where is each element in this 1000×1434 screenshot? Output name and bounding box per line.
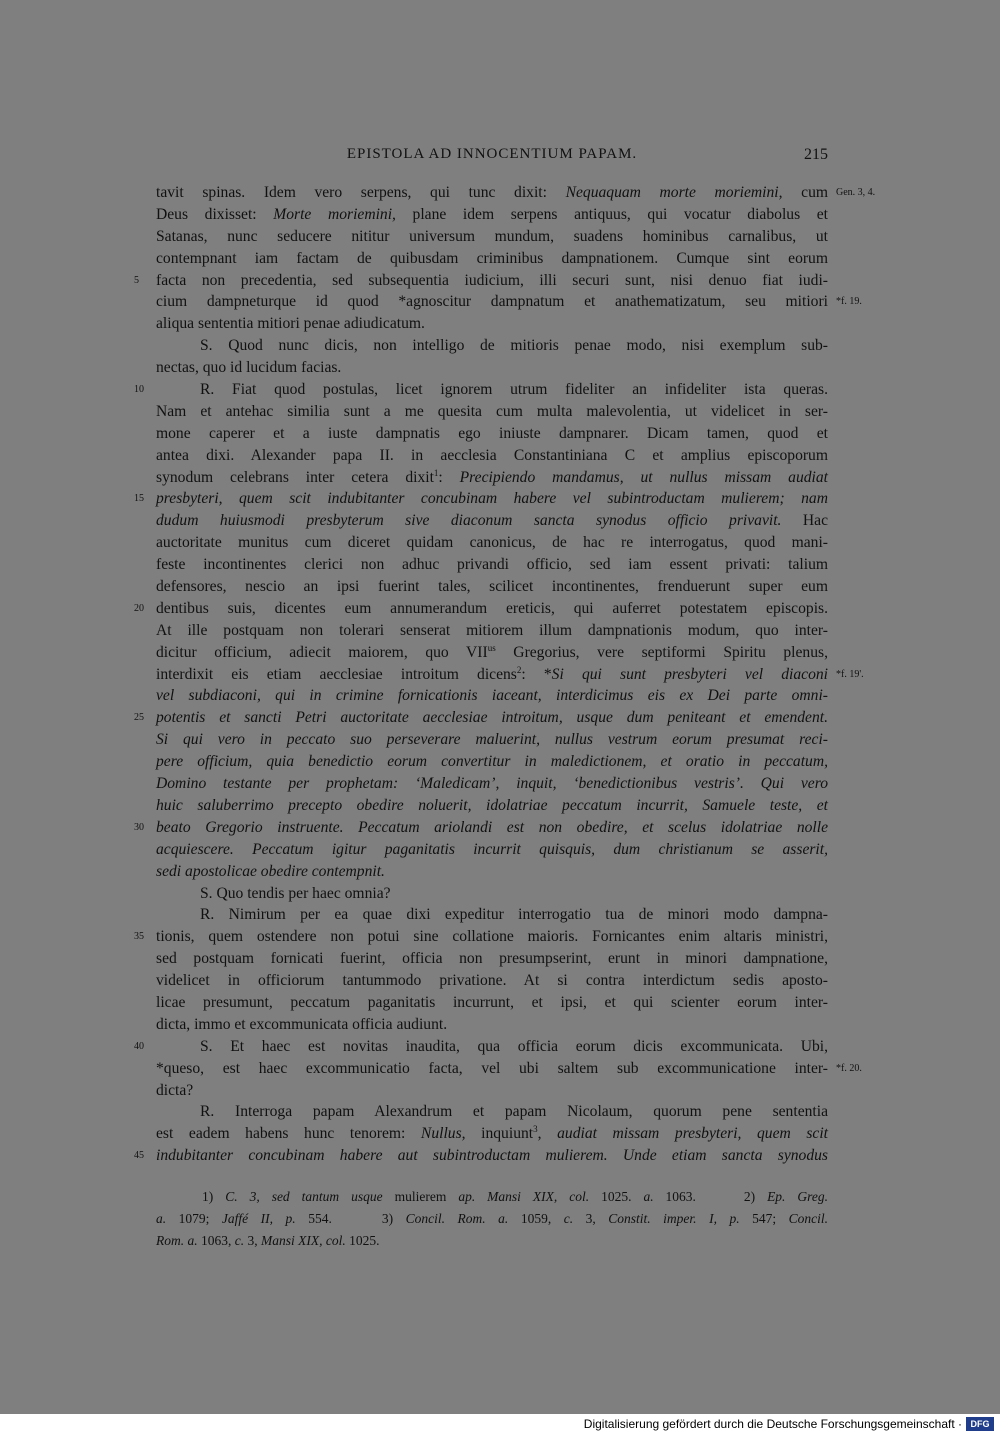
text-line: indubitanter concubinam habere aut subintroductam mulierem. Unde etiam sancta synodus 45 xyxy=(156,1145,828,1167)
text-line: videlicet in officiorum tantummodo privatione. At si contra interdictum sedis aposto- xyxy=(156,972,828,990)
text-line: dicitur officium, adiecit maiorem, quo $VII^{us}$ Gregorius, vere septiformi Spiritu plenus, xyxy=(156,642,828,661)
footnote-line: Rom. a. 1063, c. 3, Mansi XIX, col. 1025. xyxy=(156,1233,380,1248)
line-number: 25 xyxy=(134,712,144,724)
text-line: est eadem habens hunc tenorem: Nullus, inquiunt$^3$, audiat missam presbyteri, quem scit xyxy=(156,1124,829,1143)
text-line: aliqua sententia mitiori penae adiudicatum. xyxy=(156,315,425,333)
text-line: *queso, est haec excommunicatio facta, vel ubi saltem sub excommunicatione inter- *f. 20. xyxy=(156,1058,828,1080)
text-line: Domino testante per prophetam: ‘Maledicam’, inquit, ‘benedictionibus vestris’. Qui vero xyxy=(156,775,828,793)
text-line: tionis, quem ostendere non potui sine collatione maioris. Fornicantes enim altaris ministri, 35 xyxy=(156,926,828,948)
text-line: R. Interroga papam Alexandrum et papam Nicolaum, quorum pene sententia xyxy=(200,1103,828,1121)
line-number: 45 xyxy=(134,1150,144,1162)
text-line: facta non precedentia, sed subsequentia iudicium, illi securi sunt, nisi denuo fiat iudi- 5 xyxy=(156,270,828,292)
line-number: 40 xyxy=(134,1040,144,1052)
text-line: contempnant iam factam de quibusdam criminibus dampnationem. Cumque sint eorum xyxy=(156,249,828,267)
line-number: 30 xyxy=(134,821,144,833)
text-line: cium dampneturque id quod *agnoscitur dampnatum et anathematizatum, seu mitiori *f. 19. xyxy=(156,291,828,313)
line-number: 35 xyxy=(134,931,144,943)
text-line: S. Quo tendis per haec omnia? xyxy=(200,884,391,902)
text-line: Si qui vero in peccato suo perseverare maluerint, nullus vestrum eorum presumat reci- xyxy=(156,731,828,749)
margin-note: Gen. 3, 4. xyxy=(836,187,876,198)
text-line: presbyteri, quem scit indubitanter concubinam habere vel subintroductam mulierem; nam 15 xyxy=(156,488,828,510)
line-number: 10 xyxy=(134,384,144,396)
text-line: licae presumunt, peccatum paganitatis incurrunt, et ipsi, et qui scienter eorum inter- xyxy=(156,993,828,1011)
text-line: Satanas, nunc seducere nititur universum mundum, suadens hominibus carnalibus, ut xyxy=(156,227,828,245)
text-line: R. Nimirum per ea quae dixi expeditur interrogatio tua de minori modo dampna- xyxy=(200,906,828,924)
running-title: EPISTOLA AD INNOCENTIUM PAPAM. xyxy=(346,146,638,162)
text-line: Nam et antehac similia sunt a me quesita cum multa malevolentia, ut videlicet in ser- xyxy=(156,402,828,420)
text-line: antea dixi. Alexander papa II. in aecclesia Constantiniana C et amplius episcoporum xyxy=(156,446,828,464)
margin-note: *f. 19'. xyxy=(836,668,864,680)
funding-credit-text: Digitalisierung gefördert durch die Deutsche Forschungsgemeinschaft · xyxy=(583,1417,962,1431)
footnotes xyxy=(156,1186,828,1252)
text-line: synodum celebrans inter cetera dixit$^1$: Precipiendo mandamus, ut nullus missam audiat xyxy=(156,467,828,486)
text-line: S. Quod nunc dicis, non intelligo de mitioris penae modo, nisi exemplum sub- xyxy=(200,337,828,355)
text-line: dicta, immo et excommunicata officia audiunt. xyxy=(156,1015,448,1033)
dfg-logo-icon: DFG xyxy=(966,1417,994,1431)
text-line: nectas, quo id lucidum facias. xyxy=(156,359,342,377)
text-line: mone caperer et a iuste dampnatis ego iniuste dampnarer. Dicam tamen, quod et xyxy=(156,424,828,442)
text-line: sed postquam fornicati fuerint, officia non presumpserint, erunt in minori dampnatione, xyxy=(156,950,828,968)
funding-credit-bar xyxy=(0,1414,1000,1434)
text-line: tavit spinas. Idem vero serpens, qui tunc dixit: Nequaquam morte moriemini, cum Gen. 3, 4. xyxy=(156,182,828,204)
text-line: beato Gregorio instruente. Peccatum ariolandi est non obedire, et scelus idolatriae nolle 30 xyxy=(156,817,828,839)
line-number: 15 xyxy=(134,493,144,505)
line-number: 20 xyxy=(134,602,144,614)
text-line: Deus dixisset: Morte moriemini, plane idem serpens antiquus, qui vocatur diabolus et xyxy=(156,205,828,223)
margin-note: *f. 19. xyxy=(836,296,862,308)
text-line: auctoritate munitus cum diceret quidam canonicus, de hac re interrogatus, quod mani- xyxy=(156,534,828,552)
page-number: 215 xyxy=(804,146,828,163)
line-number: 5 xyxy=(134,274,139,286)
text-line: dudum huiusmodi presbyterum sive diaconum sancta synodus officio privavit. Hac xyxy=(156,512,829,530)
text-line: dicta? xyxy=(156,1081,194,1099)
footnote-line: 1) C. 3, sed tantum usque mulierem ap. Mansi XIX, col. 1025. a. 1063. 2) Ep. Greg. xyxy=(202,1189,829,1204)
text-line: dentibus suis, dicentes eum annumerandum ereticis, qui auferret potestatem episcopis. 20 xyxy=(156,598,828,620)
text-line: feste incontinentes clerici non adhuc privandi officio, sed iam essent privati: talium xyxy=(156,556,828,574)
text-line: interdixit eis etiam aecclesiae introitum dicens$^2$: *Si qui sunt presbyteri vel diaconi *f. 19'. xyxy=(156,664,828,686)
page-header xyxy=(156,146,828,168)
text-line: potentis et sancti Petri auctoritate aecclesiae introitum, usque dum peniteant et emendent. 25 xyxy=(156,707,828,729)
text-line: At ille postquam non tolerari senserat mitiorem illum dampnationis modum, quo inter- xyxy=(156,621,828,639)
main-text xyxy=(134,182,876,1167)
text-line: R. Fiat quod postulas, licet ignorem utrum fideliter an infideliter ista queras. 10 xyxy=(156,379,828,401)
text-line: huic saluberrimo precepto obedire noluerit, idolatriae peccatum incurrit, Samuele teste, et xyxy=(156,796,828,814)
margin-note: *f. 20. xyxy=(836,1062,862,1074)
footnote-line: a. 1079; Jaffé II, p. 554. 3) Concil. Rom. a. 1059, c. 3, Constit. imper. I, p. 547; Concil. xyxy=(156,1211,829,1226)
text-line: sedi apostolicae obedire contempnit. xyxy=(156,862,385,880)
text-line: S. Et haec est novitas inaudita, qua officia eorum dicis excommunicata. Ubi, 40 xyxy=(156,1036,828,1058)
text-line: defensores, nescio an ipsi fuerint tales, scilicet incontinentes, frenduerunt super eum xyxy=(156,578,828,596)
text-line: vel subdiaconi, qui in crimine fornicationis iaceant, interdicimus eis ex Dei parte omni- xyxy=(156,687,828,705)
text-line: pere officium, quia benedictio eorum convertitur in maledictionem, et oratio in peccatum, xyxy=(156,753,828,771)
text-line: acquiescere. Peccatum igitur paganitatis incurrit quisquis, dum christianum se asserit, xyxy=(156,840,828,858)
